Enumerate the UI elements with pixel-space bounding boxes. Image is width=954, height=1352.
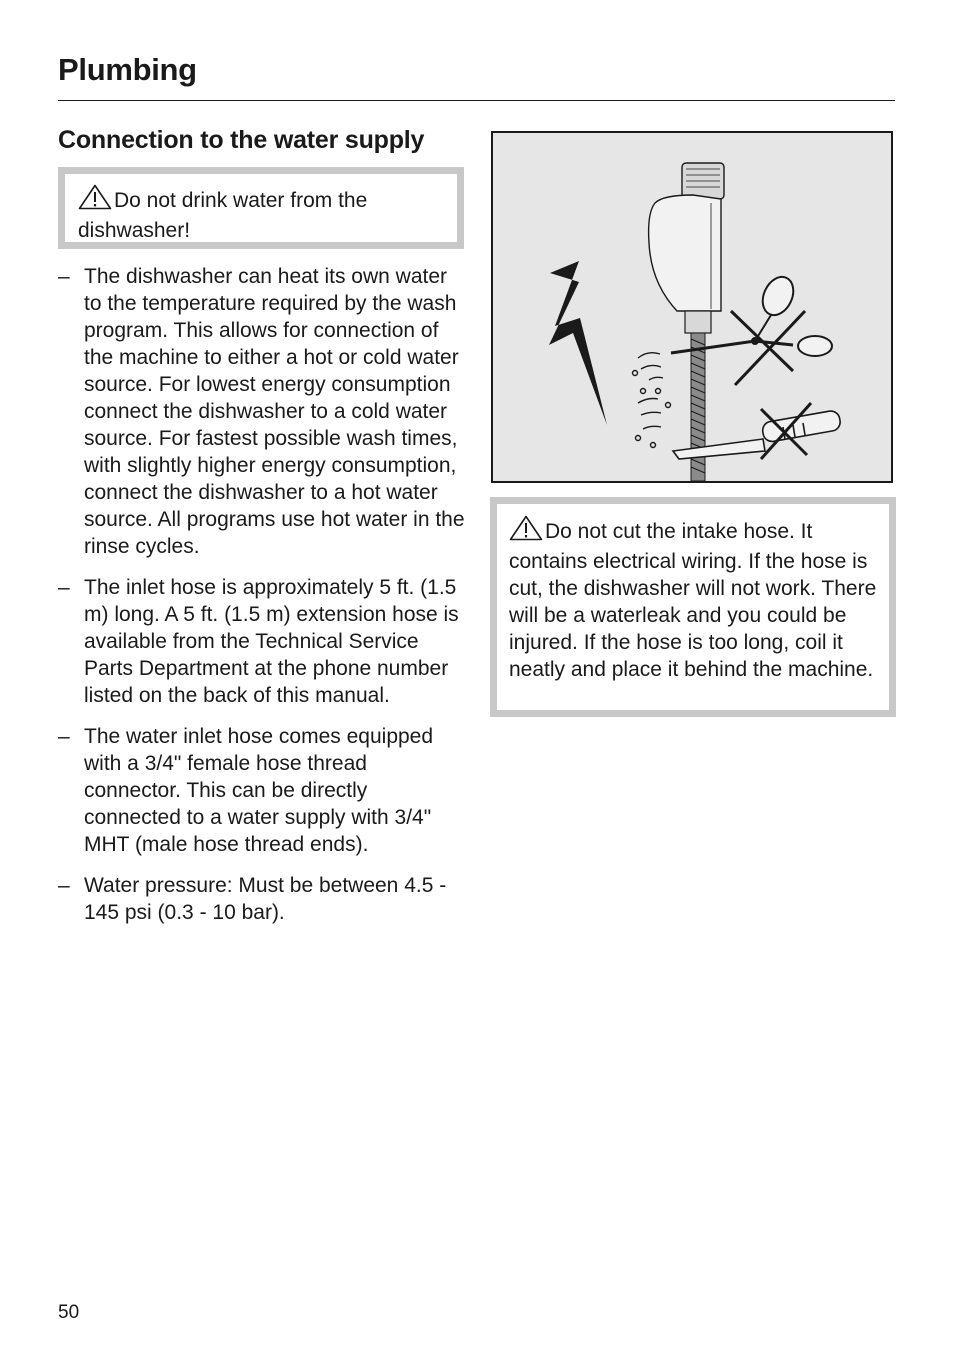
water-spray-icon [633, 353, 671, 448]
list-item-text: Water pressure: Must be between 4.5 - 145 psi (0.3 - 10 bar). [84, 874, 447, 924]
page-number: 50 [58, 1302, 80, 1323]
hose-connector-icon [649, 163, 724, 333]
bullet-dash: – [58, 874, 70, 897]
list-item-text: The inlet hose is approximately 5 ft. (1.5 m) long. A 5 ft. (1.5 m) extension hose is available from the Technical Service Parts Department at the phone number listed on the back of this manual. [84, 576, 459, 707]
list-item-text: The dishwasher can heat its own water to the temperature required by the wash program. This allows for connection of the machine to either a hot or cold water source. For lowest energy consumption connect the dishwasher to a cold water source. For fastest possible wash times, with slightly higher energy consumption, connect the dishwasher to a hot water source. All programs use hot water in the rinse cycles. [84, 265, 465, 558]
list-item [58, 574, 468, 709]
intake-hose-icon [691, 333, 705, 481]
list-item [58, 263, 468, 560]
warning-text-drinking: Do not drink water from the dishwasher! [78, 189, 368, 242]
section-heading: Connection to the water supply [58, 126, 425, 154]
bullet-dash: – [58, 265, 70, 288]
bullet-dash: – [58, 576, 70, 599]
warning-triangle-icon [509, 515, 543, 548]
list-item [58, 872, 468, 926]
hose-illustration [491, 131, 893, 483]
list-item-text: The water inlet hose comes equipped with a 3/4" female hose thread connector. This can be directly connected to a water supply with 3/4" MHT (male hose thread ends). [84, 725, 434, 856]
warning-box-drinking [58, 167, 464, 249]
bullet-dash: – [58, 725, 70, 748]
list-item [58, 723, 468, 858]
warning-triangle-icon [78, 184, 112, 217]
warning-box-hose [490, 497, 896, 717]
instruction-list [58, 263, 468, 940]
lightning-bolt-icon [549, 261, 607, 425]
page-title: Plumbing [58, 52, 197, 87]
warning-text-hose: Do not cut the intake hose. It contains electrical wiring. If the hose is cut, the dishwasher will not work. There will be a waterleak and you could be injured. If the hose is too long, coil it neatly and place it behind the machine. [509, 520, 877, 681]
title-rule [58, 100, 895, 101]
